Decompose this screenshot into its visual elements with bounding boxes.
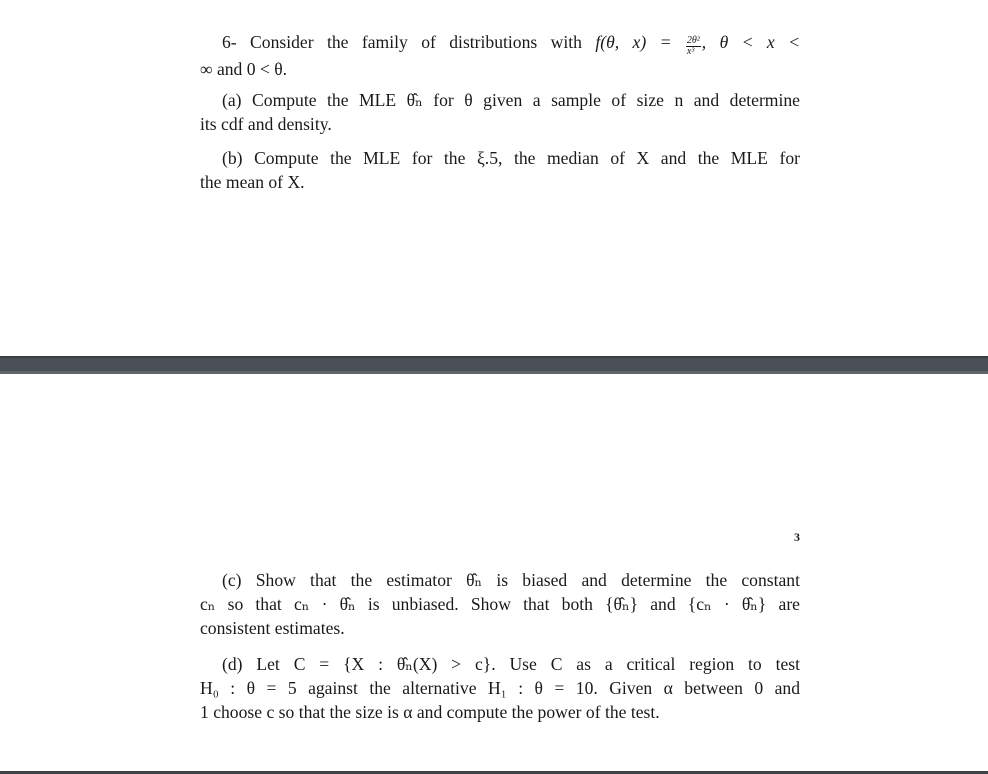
page-top: [0, 0, 988, 356]
problem-intro-line: [200, 30, 800, 57]
part-d: [200, 652, 800, 724]
density-denominator: x³: [686, 46, 695, 57]
page-number: 3: [794, 530, 800, 544]
problem-statement: [200, 30, 800, 81]
density-numerator: 2θ²: [686, 35, 700, 46]
part-b-line-1: (b) Compute the MLE for the ξ.5, the median of X and the MLE for: [222, 148, 800, 168]
part-c-line-1: (c) Show that the estimator θ̂ₙ is biased and determine the constant: [222, 570, 800, 590]
part-c-line-2: cₙ so that cₙ · θ̂ₙ is unbiased. Show that both {θ̂ₙ} and {cₙ · θ̂ₙ} are: [200, 594, 800, 614]
part-b-line-2: the mean of X.: [200, 172, 305, 192]
density-lhs: f(θ, x) =: [595, 32, 672, 52]
page-bottom: [0, 374, 988, 772]
part-c-line-3: consistent estimates.: [200, 618, 345, 638]
page-divider: [0, 356, 988, 374]
part-d-line-1: (d) Let C = {X : θ̂ₙ(X) > c}. Use C as a critical region to test: [222, 654, 800, 674]
part-d-line-3: 1 choose c so that the size is α and compute the power of the test.: [200, 702, 660, 722]
part-a-line-1: (a) Compute the MLE θ̂ₙ for θ given a sample of size n and determine: [222, 90, 800, 110]
part-a-line-2: its cdf and density.: [200, 114, 332, 134]
intro-text: 6- Consider the family of distributions with: [222, 32, 582, 52]
density-fraction: [686, 36, 701, 57]
part-b: [200, 146, 800, 194]
part-d-line-2: H₀ : θ = 5 against the alternative H₁ : θ = 10. Given α between 0 and: [200, 678, 800, 698]
domain-text: , θ < x <: [701, 32, 800, 52]
part-a: [200, 88, 800, 136]
part-c: [200, 568, 800, 640]
problem-intro-line-2: ∞ and 0 < θ.: [200, 59, 288, 79]
